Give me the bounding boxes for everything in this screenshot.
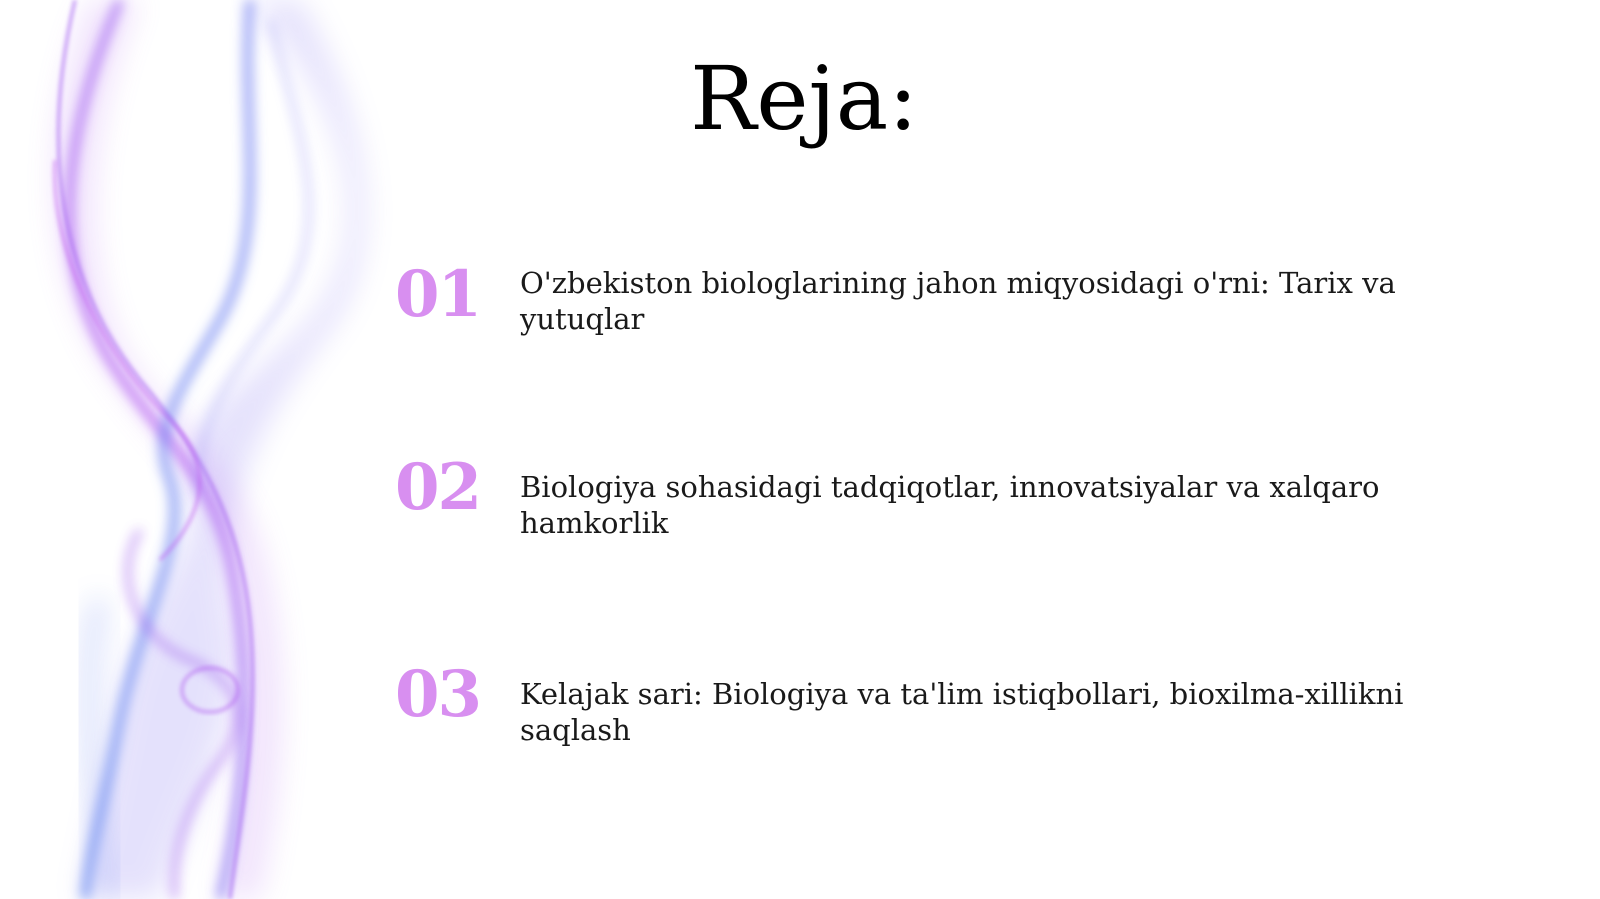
plan-item-text: Kelajak sari: Biologiya va ta'lim istiqbollari, bioxilma-xillikni saqlash: [520, 677, 1404, 747]
plan-item: [395, 255, 1445, 355]
plan-item-text: Biologiya sohasidagi tadqiqotlar, innovatsiyalar va xalqaro hamkorlik: [520, 470, 1380, 540]
plan-item: [395, 448, 1445, 548]
plan-item-number: 02: [395, 450, 481, 525]
plan-item-number: 03: [395, 657, 481, 732]
slide-title: Reja:: [690, 47, 918, 150]
plan-item: [395, 655, 1445, 755]
plan-item-number: 01: [395, 257, 481, 332]
plan-item-text: O'zbekiston biologlarining jahon miqyosidagi o'rni: Tarix va yutuqlar: [520, 266, 1396, 336]
